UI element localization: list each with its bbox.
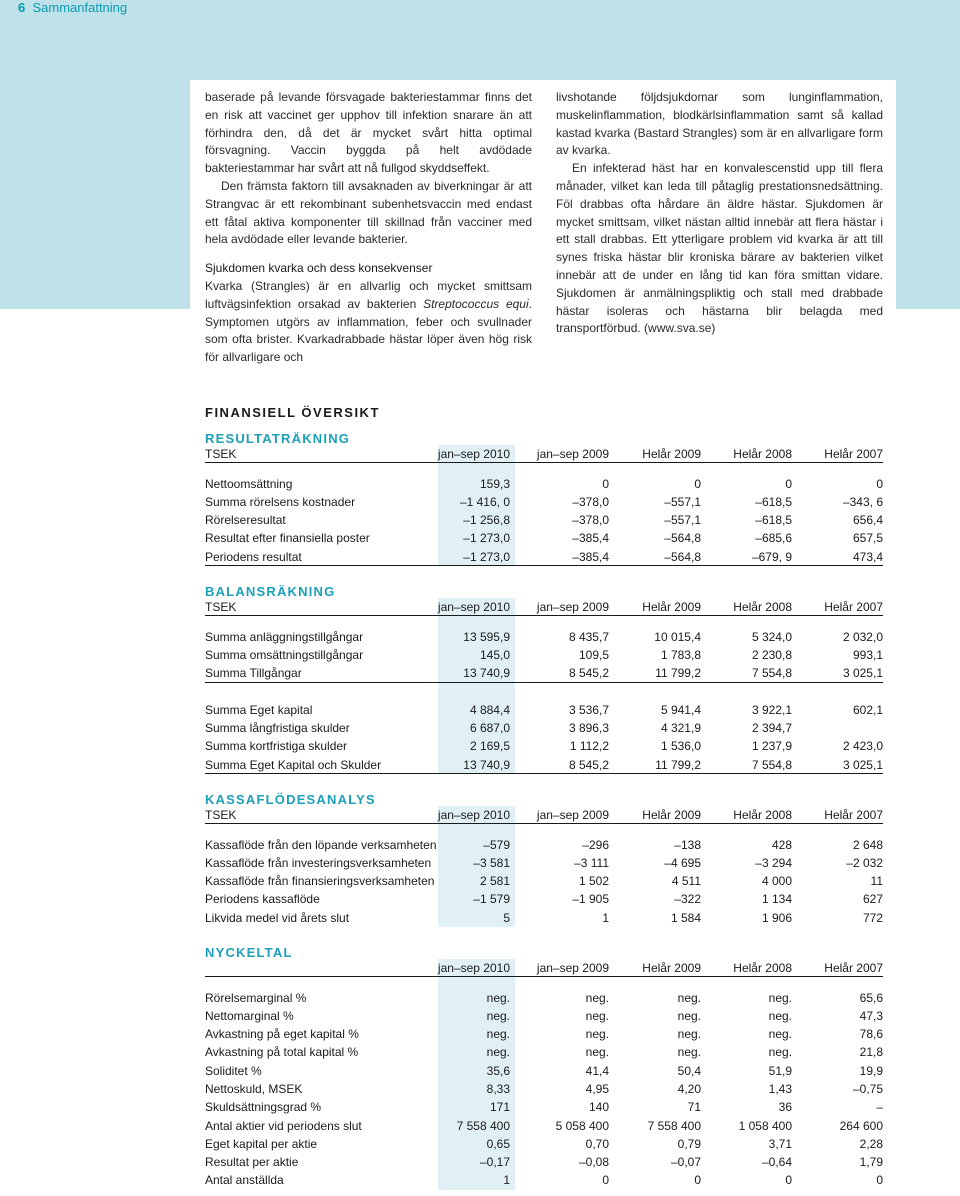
row-label: Rörelsemarginal % [205, 990, 307, 1005]
cell-value: 0 [876, 476, 883, 491]
cell-value: 7 558 400 [647, 1118, 701, 1133]
table-row [205, 1098, 883, 1117]
cell-value: neg. [486, 1027, 510, 1041]
cell-value: 50,4 [677, 1063, 701, 1078]
cell-value: neg. [768, 1027, 792, 1041]
cell-value: 772 [862, 910, 883, 925]
cell-value: neg. [585, 1008, 609, 1023]
row-label: Kassaflöde från investeringsverksamheten [205, 855, 432, 870]
table-header [205, 598, 883, 616]
column-header: jan–sep 2010 [437, 961, 510, 975]
cell-value: 993,1 [852, 647, 883, 662]
cell-value: 145,0 [479, 647, 510, 662]
cell-value: 8,33 [486, 1081, 510, 1096]
column-header: jan–sep 2009 [536, 600, 609, 614]
cell-value: –138 [674, 837, 701, 852]
cell-value: –618,5 [755, 494, 792, 509]
cell-value: 627 [862, 892, 883, 907]
cell-value: –679, 9 [751, 549, 792, 564]
cell-value: –343, 6 [842, 494, 883, 509]
cell-value: 36 [778, 1100, 792, 1115]
cell-value: neg. [677, 990, 701, 1005]
page-header [18, 0, 127, 16]
cell-value: 2 169,5 [469, 739, 510, 754]
cell-value: 1 058 400 [738, 1118, 792, 1133]
cell-value: 171 [489, 1100, 510, 1115]
cell-value: 657,5 [852, 531, 883, 546]
paragraph: Den främsta faktorn till avsaknaden av biverkningar är att Strangvac är ett rekombinant subenhetsvaccin med endast ett fåtal aktiva komponenter till skillnad från vacciner med hela avdödade eller levande bakterier. [205, 178, 532, 247]
cell-value: –579 [483, 837, 510, 852]
column-header: jan–sep 2009 [536, 447, 609, 461]
cell-value: 264 600 [839, 1118, 883, 1133]
cell-value: –0,07 [670, 1155, 701, 1170]
cell-value: 4 321,9 [660, 720, 701, 735]
table-row [205, 872, 883, 891]
text-column-left [205, 89, 532, 367]
row-label: Rörelseresultat [205, 513, 286, 527]
cell-value: 8 545,2 [568, 757, 609, 772]
cell-value: 2,28 [859, 1136, 883, 1151]
table-row [205, 475, 883, 494]
cell-value: 8 435,7 [568, 629, 609, 644]
cell-value: 1 783,8 [660, 647, 701, 662]
cell-value: 7 554,8 [751, 757, 792, 772]
column-header: Helår 2007 [824, 808, 883, 822]
row-label: Antal anställda [205, 1173, 284, 1188]
table-row [205, 628, 883, 647]
cell-value: 4 511 [671, 874, 701, 888]
cell-value: neg. [768, 1008, 792, 1023]
table-row [205, 909, 883, 928]
paragraph: baserade på levande försvagade bakteriestammar finns det en risk att vaccinet ger upphov till infektion snarare än att förhindra den, då det är mycket svårt hitta optimal försvagning. Vaccin byggda på helt avdödade bakteriestammar har svårt att nå fullgod skyddseffekt. [205, 90, 532, 176]
cell-value: –1 273,0 [463, 531, 510, 546]
cell-value: –385,4 [572, 531, 609, 546]
column-header: Helår 2008 [733, 961, 792, 975]
cell-value: – [876, 1100, 883, 1115]
cell-value: 1 237,9 [751, 739, 792, 754]
cell-value: 13 740,9 [463, 757, 510, 772]
column-header: jan–sep 2009 [536, 808, 609, 822]
row-label: Antal aktier vid periodens slut [205, 1118, 362, 1133]
cell-value: 428 [771, 837, 792, 852]
cell-value: 3 922,1 [751, 702, 792, 717]
cell-value: 4,20 [677, 1081, 701, 1096]
table-row [205, 836, 883, 855]
cell-value: neg. [768, 990, 792, 1005]
column-header: Helår 2008 [733, 600, 792, 614]
table-header [205, 959, 883, 977]
row-label: Soliditet % [205, 1063, 262, 1078]
row-label: Nettoomsättning [205, 476, 293, 491]
table-row [205, 1080, 883, 1099]
cell-value: 0 [602, 476, 609, 491]
cell-value: 1 134 [761, 892, 792, 907]
table-row [205, 1171, 883, 1190]
table-row [205, 664, 883, 683]
table-row [205, 1117, 883, 1136]
cell-value: –564,8 [664, 531, 701, 546]
cell-value: 71 [687, 1100, 701, 1115]
cell-value: 7 554,8 [751, 666, 792, 680]
cell-value: 78,6 [859, 1027, 883, 1041]
cell-value: neg. [585, 1045, 609, 1060]
cell-value: neg. [585, 990, 609, 1005]
cell-value: 1 502 [578, 874, 609, 888]
cell-value: –0,75 [852, 1081, 883, 1096]
cell-value: –557,1 [664, 513, 701, 527]
cell-value: 3 536,7 [568, 702, 609, 717]
cell-value: neg. [677, 1027, 701, 1041]
section-title: Sammanfattning [32, 0, 128, 15]
cell-value: –4 695 [664, 855, 701, 870]
section-title: BALANSRÄKNING [205, 584, 336, 599]
table-row [205, 493, 883, 512]
cell-value: 1,43 [768, 1081, 792, 1096]
cell-value: 6 687,0 [469, 720, 510, 735]
table-row [205, 511, 883, 530]
cell-value: 2 394,7 [751, 720, 792, 735]
cell-value: 3,71 [768, 1136, 792, 1151]
cell-value: neg. [486, 1045, 510, 1060]
cell-value: –0,17 [479, 1155, 510, 1170]
row-label: Kassaflöde från finansieringsverksamheten [205, 874, 435, 888]
column-header: jan–sep 2010 [437, 808, 510, 822]
row-label: Summa Eget kapital [205, 702, 313, 717]
cell-value: 1 584 [670, 910, 701, 925]
cell-value: –2 032 [846, 855, 883, 870]
cell-value: 109,5 [578, 647, 609, 662]
cell-value: 4 884,4 [469, 702, 510, 717]
column-header-unit: TSEK [205, 808, 237, 822]
table-row [205, 646, 883, 665]
cell-value: –564,8 [664, 549, 701, 564]
cell-value: –296 [582, 837, 609, 852]
section-title: NYCKELTAL [205, 945, 293, 960]
column-header: jan–sep 2010 [437, 447, 510, 461]
table-row [205, 529, 883, 548]
cell-value: 65,6 [859, 990, 883, 1005]
column-header: Helår 2007 [824, 447, 883, 461]
cell-value: 0 [785, 1173, 792, 1188]
cell-value: –0,08 [578, 1155, 609, 1170]
table-row [205, 548, 883, 567]
cell-value: 13 595,9 [463, 629, 510, 644]
table-header [205, 806, 883, 824]
cell-value: 473,4 [852, 549, 883, 564]
cell-value: 1 [602, 910, 609, 925]
cell-value: 11 799,2 [655, 666, 701, 680]
cell-value: 3 025,1 [842, 666, 883, 680]
row-label: Resultat efter finansiella poster [205, 531, 370, 546]
cell-value: 2 581 [479, 874, 510, 888]
cell-value: 1 906 [761, 910, 792, 925]
cell-value: 5 058 400 [555, 1118, 609, 1133]
column-header: Helår 2007 [824, 600, 883, 614]
cell-value: 4 000 [761, 874, 792, 888]
row-label: Summa rörelsens kostnader [205, 494, 356, 509]
cell-value: 656,4 [852, 513, 883, 527]
cell-value: 1,79 [859, 1155, 883, 1170]
cell-value: 3 025,1 [842, 757, 883, 772]
table-row [205, 890, 883, 909]
row-label: Nettoskuld, MSEK [205, 1081, 303, 1096]
cell-value: 51,9 [768, 1063, 792, 1078]
cell-value: 0 [694, 1173, 701, 1188]
cell-value: –3 111 [574, 855, 609, 870]
table-row [205, 989, 883, 1008]
cell-value: 602,1 [852, 702, 883, 717]
table-header [205, 445, 883, 463]
cell-value: 2 648 [852, 837, 883, 852]
table-row [205, 1025, 883, 1044]
column-header: jan–sep 2010 [437, 600, 510, 614]
cell-value: 11 799,2 [655, 757, 701, 772]
cell-value: –0,64 [761, 1155, 792, 1170]
cell-value: 0 [602, 1173, 609, 1188]
page-number: 6 [18, 0, 26, 15]
cell-value: 2 230,8 [751, 647, 792, 662]
cell-value: –1 256,8 [463, 513, 510, 527]
row-label: Summa anläggningstillgångar [205, 629, 364, 644]
cell-value: neg. [585, 1027, 609, 1041]
column-header-unit: TSEK [205, 600, 237, 614]
table-row [205, 854, 883, 873]
column-header: Helår 2008 [733, 808, 792, 822]
cell-value: 3 896,3 [568, 720, 609, 735]
cell-value: 0 [694, 476, 701, 491]
cell-value: –557,1 [664, 494, 701, 509]
cell-value: –378,0 [572, 513, 609, 527]
column-header: Helår 2008 [733, 447, 792, 461]
column-header: Helår 2009 [642, 808, 701, 822]
column-header-unit: TSEK [205, 447, 237, 461]
section-title: KASSAFLÖDESANALYS [205, 792, 376, 807]
cell-value: –322 [674, 892, 701, 907]
row-label: Summa Tillgångar [205, 666, 302, 680]
row-label: Summa kortfristiga skulder [205, 739, 348, 754]
subheading: Sjukdomen kvarka och dess konsekvenser [205, 261, 433, 276]
row-label: Periodens resultat [205, 549, 302, 564]
table-row [205, 737, 883, 756]
cell-value: 1 536,0 [660, 739, 701, 754]
cell-value: 2 423,0 [842, 739, 883, 754]
cell-value: –385,4 [572, 549, 609, 564]
species-name: Streptococcus equi [423, 296, 529, 311]
row-label: Nettomarginal % [205, 1008, 294, 1023]
table-row [205, 1135, 883, 1154]
row-label: Periodens kassaflöde [205, 892, 320, 907]
row-label: Avkastning på total kapital % [205, 1045, 359, 1060]
cell-value: 159,3 [479, 476, 510, 491]
column-header: Helår 2007 [824, 961, 883, 975]
cell-value: –618,5 [755, 513, 792, 527]
row-label: Likvida medel vid årets slut [205, 910, 350, 925]
cell-value: 10 015,4 [654, 629, 701, 644]
cell-value: neg. [677, 1008, 701, 1023]
cell-value: 19,9 [859, 1063, 883, 1078]
cell-value: 21,8 [859, 1045, 883, 1060]
cell-value: neg. [677, 1045, 701, 1060]
column-header: Helår 2009 [642, 600, 701, 614]
text-column-right [556, 89, 883, 338]
cell-value: –1 416, 0 [459, 494, 510, 509]
cell-value: –685,6 [755, 531, 792, 546]
cell-value: 11 [870, 874, 883, 888]
cell-value: 5 [503, 910, 510, 925]
cell-value: –1 905 [572, 892, 609, 907]
cell-value: 1 112,2 [569, 739, 609, 754]
cell-value: –3 581 [473, 855, 510, 870]
table-row [205, 1043, 883, 1062]
row-label: Eget kapital per aktie [205, 1136, 318, 1151]
cell-value: 13 740,9 [463, 666, 510, 680]
row-label: Resultat per aktie [205, 1155, 299, 1170]
cell-value: 1 [503, 1173, 510, 1188]
cell-value: –1 273,0 [463, 549, 510, 564]
column-header: jan–sep 2009 [536, 961, 609, 975]
cell-value: 35,6 [486, 1063, 510, 1078]
section-title: RESULTATRÄKNING [205, 431, 351, 446]
cell-value: neg. [486, 990, 510, 1005]
cell-value: 0,79 [677, 1136, 701, 1151]
table-row [205, 719, 883, 738]
cell-value: –1 579 [473, 892, 510, 907]
column-header: Helår 2009 [642, 447, 701, 461]
cell-value: 0 [785, 476, 792, 491]
paragraph: En infekterad häst har en konvalescenstid upp till flera månader, vilket kan leda till påtaglig prestationsnedsättning. Föl drabbas ofta hårdare än äldre hästar. Sjukdomen är mycket smittsam, vilket nästan alltid innebär att flera hästar i ett stall drabbas. Ett ytterligare problem vid kvarka är att till synes friska hästar blir kroniska bärare av bakterien vilket innebär att de under en lång tid kan föra smittan vidare. Sjukdomen är anmälningspliktig och stall med drabbade hästar isoleras och hästarna blir belagda med transportförbud. (www.sva.se) [556, 161, 883, 336]
table-row [205, 756, 883, 775]
cell-value: 7 558 400 [456, 1118, 510, 1133]
row-label: Summa långfristiga skulder [205, 720, 350, 735]
cell-value: 5 324,0 [751, 629, 792, 644]
table-row [205, 1007, 883, 1026]
cell-value: 2 032,0 [842, 629, 883, 644]
row-label: Skuldsättningsgrad % [205, 1100, 322, 1115]
row-label: Kassaflöde från den löpande verksamheten [205, 837, 437, 852]
cell-value: neg. [768, 1045, 792, 1060]
paragraph: Kvarka (Strangles) är en allvarlig och mycket smittsam luftvägsinfektion orsakad av bakterien Streptococcus equi. Symptomen utgörs av inflammation, feber och svullnader som ofta brister. Kvarkadrabbade hästar löper även hög risk för allvarligare och [205, 278, 532, 365]
table-row [205, 1062, 883, 1081]
cell-value: 140 [588, 1100, 609, 1115]
column-header: Helår 2009 [642, 961, 701, 975]
table-row [205, 1153, 883, 1172]
table-row [205, 701, 883, 720]
cell-value: 0,65 [486, 1136, 510, 1151]
row-label: Avkastning på eget kapital % [205, 1027, 359, 1041]
cell-value: 41,4 [585, 1063, 609, 1078]
row-label: Summa Eget Kapital och Skulder [205, 757, 382, 772]
cell-value: 5 941,4 [660, 702, 701, 717]
cell-value: –3 294 [755, 855, 792, 870]
cell-value: –378,0 [572, 494, 609, 509]
cell-value: 4,95 [585, 1081, 609, 1096]
cell-value: 47,3 [859, 1008, 883, 1023]
row-label: Summa omsättningstillgångar [205, 647, 364, 662]
cell-value: neg. [486, 1008, 510, 1023]
cell-value: 0 [876, 1173, 883, 1188]
cell-value: 0,70 [585, 1136, 609, 1151]
cell-value: 8 545,2 [568, 666, 609, 680]
financial-overview-title: FINANSIELL ÖVERSIKT [205, 405, 380, 420]
paragraph: livshotande följdsjukdomar som lunginflammation, muskelinflammation, blodkärlsinflammation samt så kallad kastad kvarka (Bastard Strangles) som är en allvarligare form av kvarka. [556, 90, 883, 158]
